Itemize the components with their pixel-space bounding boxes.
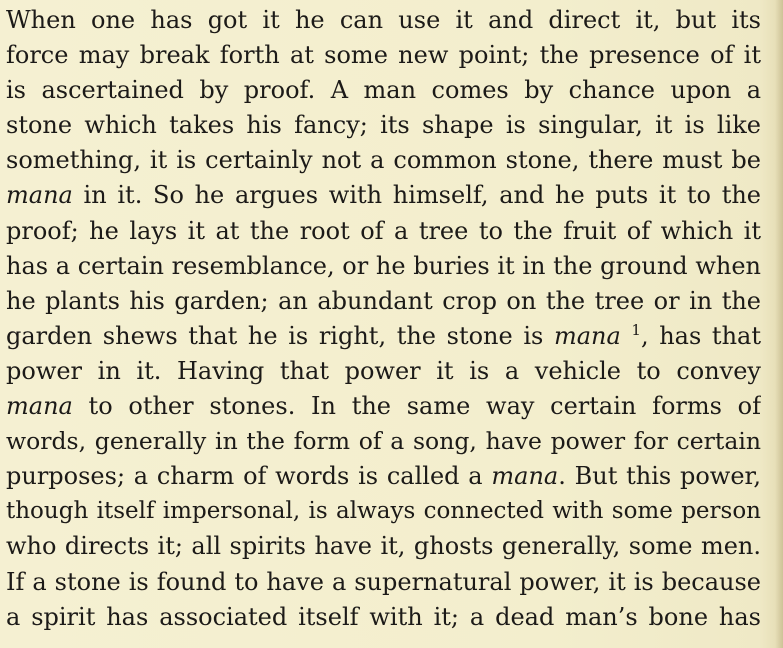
line-text: . But this power, [558, 462, 761, 491]
line-text: garden shews that he is right, the stone is [6, 321, 554, 350]
line-text: If a stone is found to have a supernatural power, it is because [6, 567, 761, 596]
text-line [6, 565, 761, 600]
italic-term-mana: mana [6, 181, 73, 210]
footnote-marker[interactable]: 1 [631, 320, 641, 339]
body-text [6, 0, 761, 635]
text-line [6, 108, 761, 143]
text-line [6, 424, 761, 459]
page-edge-shadow [775, 0, 783, 648]
line-text: a spirit has associated itself with it; a dead man’s bone has [6, 602, 761, 631]
line-text: is ascertained by proof. A man comes by chance upon a [6, 76, 761, 105]
line-text: who directs it; all spirits have it, ghosts generally, some men. [6, 532, 761, 561]
text-line [6, 354, 761, 389]
text-line [6, 284, 761, 319]
text-line [6, 389, 761, 424]
text-line [6, 319, 761, 354]
line-text: proof; he lays it at the root of a tree to the fruit of which it [6, 216, 761, 245]
text-line [6, 529, 761, 564]
line-text: When one has got it he can use it and direct it, but its [6, 6, 761, 34]
italic-term-mana: mana [6, 392, 73, 421]
text-line [6, 249, 761, 284]
italic-term-mana: mana [553, 321, 621, 350]
line-text: though itself impersonal, is always connected with some person [6, 498, 761, 525]
line-text: power in it. Having that power it is a vehicle to convey [6, 356, 761, 385]
line-text: to other stones. In the same way certain forms of [72, 392, 761, 421]
line-text: force may break forth at some new point; the presence of it [6, 41, 761, 70]
line-text: something, it is certainly not a common stone, there must be [6, 146, 761, 175]
text-line [6, 38, 761, 73]
text-line [6, 178, 761, 213]
text-line [6, 600, 761, 635]
text-line [6, 214, 761, 249]
line-text: purposes; a charm of words is called a [6, 462, 492, 491]
text-line [6, 143, 761, 178]
line-text: words, generally in the form of a song, have power for certain [6, 427, 761, 456]
line-text: , has that [640, 321, 761, 350]
italic-term-mana: mana [491, 462, 559, 491]
line-text: in it. So he argues with himself, and he puts it to the [72, 181, 761, 210]
text-line [6, 459, 761, 494]
text-line [6, 73, 761, 108]
line-text: he plants his garden; an abundant crop on the tree or in the [6, 286, 761, 315]
line-text: has a certain resemblance, or he buries it in the ground when [6, 251, 761, 280]
text-line [6, 494, 761, 529]
text-line [6, 3, 761, 38]
line-text: stone which takes his fancy; its shape is singular, it is like [6, 111, 761, 140]
